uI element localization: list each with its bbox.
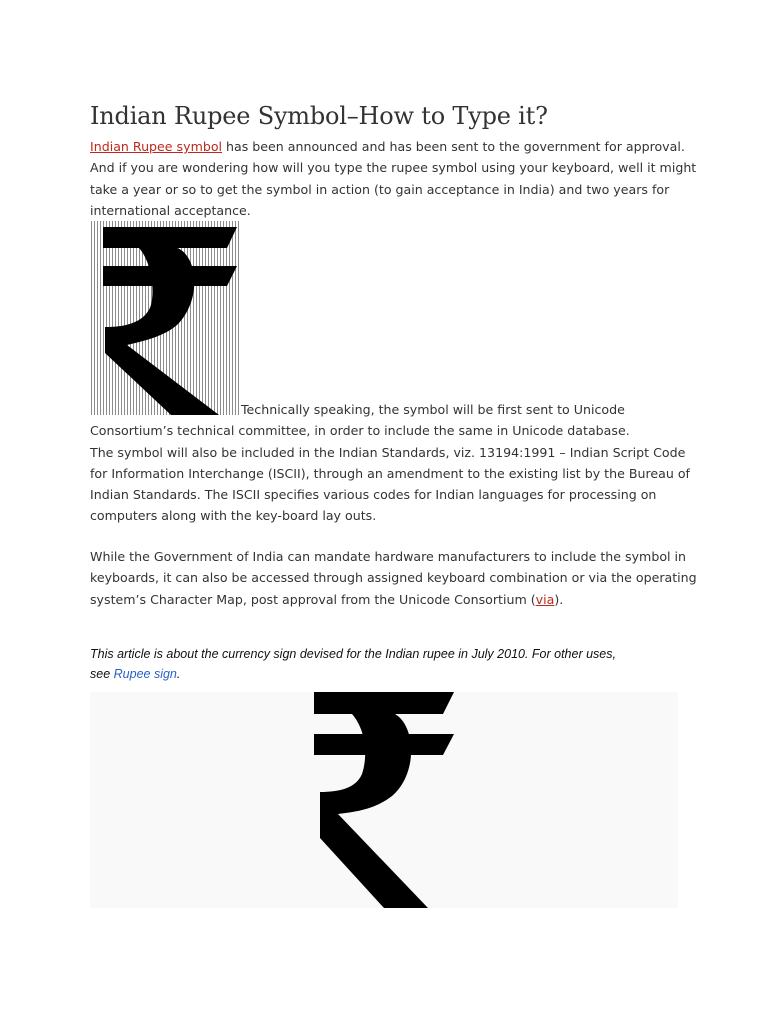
government-line-1: While the Government of India can mandate hardware manufacturers to include the symbol in: [90, 549, 687, 564]
technical-paragraph: [90, 399, 690, 527]
government-paragraph: [90, 546, 697, 610]
via-link[interactable]: via: [535, 591, 555, 607]
rupee-sign-icon: [90, 692, 678, 908]
intro-line-4: international acceptance.: [90, 202, 251, 218]
article-title: Indian Rupee Symbol–How to Type it?: [90, 102, 548, 130]
intro-line-3: take a year or so to get the symbol in action (to gain acceptance in India) and two years for: [90, 181, 670, 197]
intro-paragraph: [90, 136, 697, 221]
indian-rupee-symbol-link[interactable]: Indian Rupee symbol: [90, 139, 223, 154]
technical-line-5: Indian Standards. The ISCII specifies various codes for Indian languages for processing on: [90, 487, 657, 503]
government-line-3-end: ).: [554, 591, 564, 607]
hatnote-period: .: [176, 666, 181, 681]
hatnote-line-2: [90, 665, 690, 685]
intro-line-1: [90, 136, 690, 157]
technical-line-1: Technically speaking, the symbol will be first sent to Unicode: [241, 402, 625, 417]
hatnote-line-1: This article is about the currency sign devised for the Indian rupee in July 2010. For other uses,: [90, 647, 616, 661]
hatnote: [90, 645, 690, 684]
technical-line-4: for Information Interchange (ISCII), through an amendment to the existing list by the Bureau of: [90, 465, 690, 481]
technical-line-6: computers along with the key-board lay outs.: [90, 508, 377, 524]
technical-line-2: Consortium’s technical committee, in order to include the same in Unicode database.: [90, 423, 630, 439]
intro-line-1-text: has been announced and has been sent to the government for approval.: [222, 139, 685, 154]
hatnote-see: see: [90, 666, 114, 681]
government-line-2: keyboards, it can also be accessed through assigned keyboard combination or via the operating: [90, 570, 697, 586]
rupee-symbol-image-small: [91, 221, 241, 415]
intro-line-2: And if you are wondering how will you type the rupee symbol using your keyboard, well it might: [90, 160, 697, 176]
government-line-3-start: system’s Character Map, post approval from the Unicode Consortium (: [90, 591, 536, 607]
rupee-sign-link[interactable]: Rupee sign: [113, 666, 177, 681]
government-line-3: [90, 589, 690, 610]
technical-line-3: The symbol will also be included in the Indian Standards, viz. 13194:1991 – Indian Script Code: [90, 444, 686, 460]
rupee-symbol-image-large: [90, 692, 678, 908]
rupee-sign-icon: [91, 221, 241, 415]
